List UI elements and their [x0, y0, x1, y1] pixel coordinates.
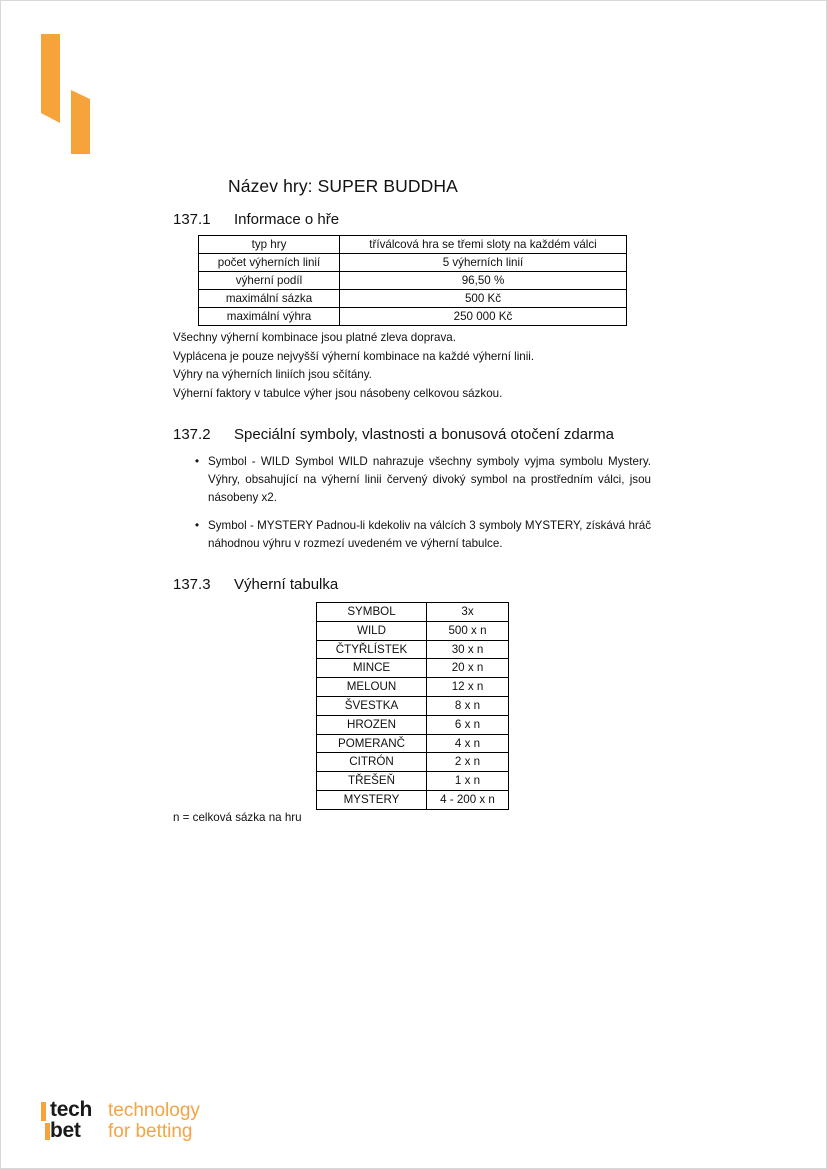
table-row: WILD 500 x n [317, 621, 509, 640]
table-row: POMERANČ 4 x n [317, 734, 509, 753]
table-row: ŠVESTKA 8 x n [317, 696, 509, 715]
table-header-row: SYMBOL 3x [317, 603, 509, 622]
bullet-icon: • [195, 519, 200, 532]
table-row: MINCE 20 x n [317, 659, 509, 678]
table-row: maximální sázka 500 Kč [199, 290, 627, 308]
section-heading-special-symbols: 137.2 Speciální symboly, vlastnosti a bonusová otočení zdarma [173, 426, 614, 443]
paytable [316, 602, 509, 810]
bullet-list [190, 453, 651, 563]
table-row: CITRÓN 2 x n [317, 753, 509, 772]
table-row: typ hry tříválcová hra se třemi sloty na každém válci [199, 236, 627, 254]
paytable-note: n = celková sázka na hru [173, 811, 302, 824]
table-row: MELOUN 12 x n [317, 678, 509, 697]
page-title: Název hry: SUPER BUDDHA [228, 176, 458, 196]
table-row: HROZEN 6 x n [317, 715, 509, 734]
brand-logo-mark-icon [40, 33, 92, 155]
section-heading-info: 137.1 Informace o hře [173, 211, 340, 228]
table-row: ČTYŘLÍSTEK 30 x n [317, 640, 509, 659]
game-info-table [198, 235, 627, 326]
footer-logo: tech bet technology for betting [40, 1100, 240, 1146]
table-row: výherní podíl 96,50 % [199, 272, 627, 290]
logo-bar-icon [41, 1102, 46, 1121]
list-item: • Symbol - MYSTERY Padnou-li kdekoliv na válcích 3 symboly MYSTERY, získává hráč náhodnou výhru v rozmezí uvedeném ve výherní tabulce. [195, 519, 651, 550]
table-row: MYSTERY 4 - 200 x n [317, 790, 509, 809]
table-row: TŘEŠEŇ 1 x n [317, 772, 509, 791]
bullet-icon: • [195, 455, 200, 468]
section-heading-paytable: 137.3 Výherní tabulka [173, 576, 339, 593]
table-row: počet výherních linií 5 výherních linií [199, 254, 627, 272]
list-item: • Symbol - WILD Symbol WILD nahrazuje všechny symboly vyjma symbolu Mystery. Výhry, obsahující na výherní linii červený divoký symbol na prostředním válci, jsou násobeny x2. [195, 455, 651, 504]
rules-text: Všechny výherní kombinace jsou platné zleva doprava. Vyplácena je pouze nejvyšší výherní kombinace na každé výherní linii. Výhry na výherních liniích jsou sčítány. Výherní faktory v tabulce výher jsou násobeny celkovou sázkou. [173, 331, 535, 400]
table-row: maximální výhra 250 000 Kč [199, 308, 627, 326]
